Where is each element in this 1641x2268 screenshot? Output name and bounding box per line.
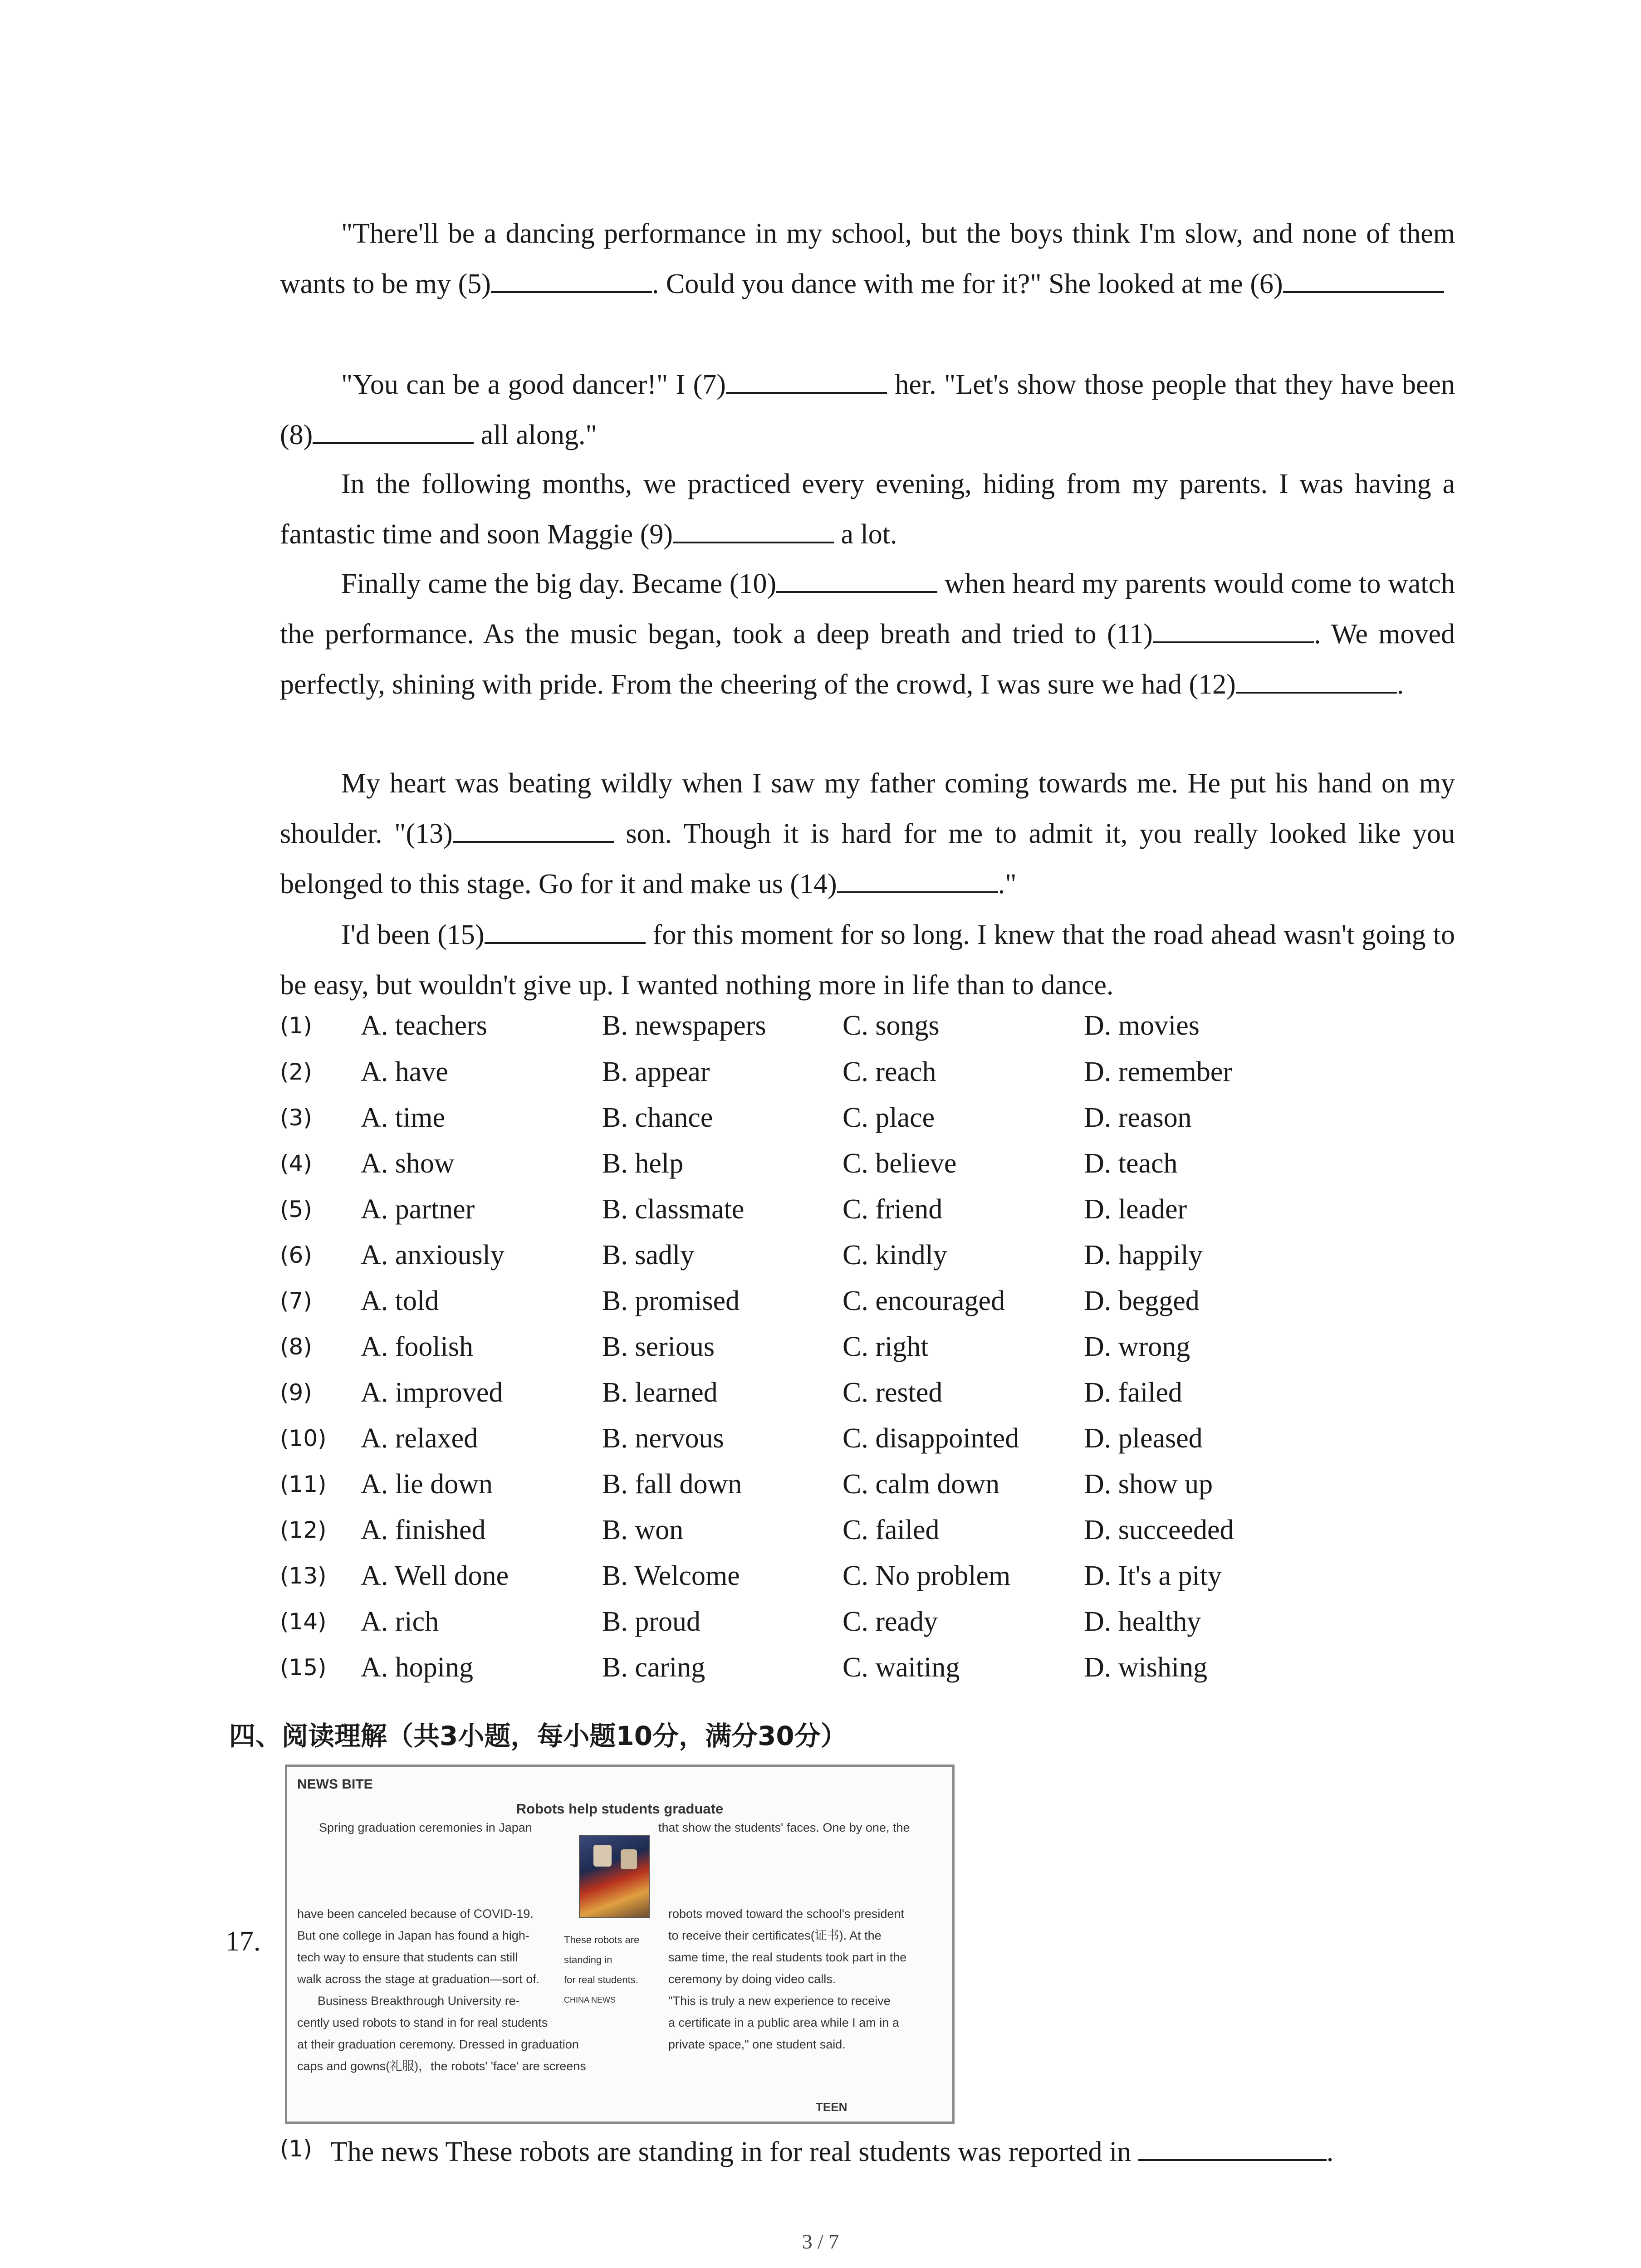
news-line: a certificate in a public area while I am in a (668, 2016, 899, 2029)
option-row (280, 1148, 1369, 1193)
option-c[interactable]: C. reach (843, 1056, 936, 1087)
option-d[interactable]: D. leader (1084, 1194, 1187, 1225)
question-number: (7) (280, 1288, 312, 1314)
option-row (280, 1652, 1369, 1697)
question-number: (15) (280, 1654, 327, 1681)
option-a[interactable]: A. rich (361, 1606, 439, 1637)
page-number: 3 / 7 (802, 2230, 839, 2253)
option-c[interactable]: C. kindly (843, 1240, 947, 1271)
caption-line: standing in (564, 1954, 612, 1965)
news-line: same time, the real students took part in the (668, 1950, 907, 1964)
option-a[interactable]: A. show (361, 1148, 455, 1179)
option-d[interactable]: D. teach (1084, 1148, 1178, 1179)
option-d[interactable]: D. healthy (1084, 1606, 1201, 1637)
passage-text: ." (998, 869, 1017, 899)
news-line: Spring graduation ceremonies in Japan (319, 1821, 532, 1834)
passage-paragraph-3 (280, 459, 1455, 560)
passage-text: In the following months, we practiced every evening, hiding from my parents. I was having a fantastic time and soon Maggie (9) (280, 469, 1455, 550)
option-row (280, 1193, 1369, 1239)
option-d[interactable]: D. remember (1084, 1056, 1233, 1087)
passage-text: I'd been (15) (341, 919, 485, 950)
option-d[interactable]: D. wishing (1084, 1652, 1208, 1683)
option-c[interactable]: C. waiting (843, 1652, 960, 1683)
sub-question-text: The news These robots are standing in for real students was reported in (330, 2136, 1138, 2167)
news-line: private space," one student said. (668, 2038, 846, 2051)
answer-blank-12[interactable] (1236, 660, 1397, 694)
option-row (280, 1102, 1369, 1147)
question-number: (4) (280, 1150, 312, 1177)
passage-text: . We moved perfectly, shining with pride. From the cheering of the crowd, I was sure we had (12) (280, 619, 1455, 700)
question-number: (14) (280, 1608, 327, 1635)
news-line: at their graduation ceremony. Dressed in graduation (297, 2038, 579, 2051)
option-b[interactable]: B. proud (602, 1606, 700, 1637)
caption-line: for real students. (564, 1974, 638, 1985)
option-row (280, 1606, 1369, 1651)
passage-paragraph-4 (280, 559, 1455, 710)
option-b[interactable]: B. help (602, 1148, 684, 1179)
passage-paragraph-5 (280, 758, 1455, 909)
option-a[interactable]: A. anxiously (361, 1240, 505, 1271)
option-row (280, 1010, 1369, 1055)
news-line: that show the students' faces. One by one, the (658, 1821, 910, 1834)
passage-text: her. "Let's show those people that they have been (8) (280, 369, 1455, 450)
question-17-sub-1 (280, 2127, 1333, 2168)
answer-blank-14[interactable] (837, 860, 998, 893)
option-a[interactable]: A. finished (361, 1515, 486, 1545)
option-d[interactable]: D. failed (1084, 1377, 1182, 1408)
answer-blank-9[interactable] (673, 510, 834, 543)
answer-blank-5[interactable] (491, 259, 652, 293)
option-c[interactable]: C. rested (843, 1377, 943, 1408)
caption-line: These robots are (564, 1934, 640, 1945)
news-line: "This is truly a new experience to receive (668, 1994, 891, 2008)
option-c[interactable]: C. songs (843, 1010, 940, 1041)
option-c[interactable]: C. No problem (843, 1560, 1011, 1591)
passage-text: "There'll be a dancing performance in my school, but the boys think I'm slow, and none of them wants to be my (5) (280, 218, 1455, 299)
option-d[interactable]: D. happily (1084, 1240, 1203, 1271)
passage-paragraph-1 (280, 209, 1455, 309)
passage-text: when heard my parents would come to watch the performance. As the music began, took a deep breath and tried to (11) (280, 568, 1455, 650)
news-line: caps and gowns(礼服)，the robots' 'face' are screens (297, 2059, 586, 2073)
option-row (280, 1331, 1369, 1376)
caption-line: CHINA NEWS (564, 1995, 616, 2004)
news-line: robots moved toward the school's president (668, 1907, 904, 1921)
option-a[interactable]: A. told (361, 1286, 439, 1316)
option-a[interactable]: A. teachers (361, 1010, 487, 1041)
passage-text: for this moment for so long. I knew that the road ahead wasn't going to be easy, but wouldn't give up. I wanted nothing more in life than to dance. (280, 919, 1455, 1001)
option-d[interactable]: D. movies (1084, 1010, 1200, 1041)
passage-text: Finally came the big day. Became (10) (341, 568, 777, 599)
option-c[interactable]: C. friend (843, 1194, 943, 1225)
passage-text: a lot. (834, 519, 897, 550)
question-17-number: 17. (225, 1926, 261, 1957)
option-d[interactable]: D. wrong (1084, 1331, 1190, 1362)
option-row (280, 1377, 1369, 1422)
answer-blank-10[interactable] (776, 559, 937, 593)
news-source-tag: TEEN (816, 2100, 847, 2114)
news-left-column (297, 1903, 586, 2077)
robot-screen (621, 1849, 637, 1869)
option-c[interactable]: C. believe (843, 1148, 957, 1179)
question-number: (8) (280, 1334, 312, 1360)
option-c[interactable]: C. ready (843, 1606, 938, 1637)
passage-paragraph-6 (280, 910, 1455, 1011)
option-c[interactable]: C. failed (843, 1515, 940, 1545)
news-tag: NEWS BITE (297, 1777, 373, 1792)
option-a[interactable]: A. Well done (361, 1560, 509, 1591)
sub-question-end: . (1326, 2136, 1334, 2167)
option-a[interactable]: A. relaxed (361, 1423, 478, 1454)
option-row (280, 1514, 1369, 1559)
passage-text: son. Though it is hard for me to admit it, you really looked like you belonged to this stage. Go for it and make us (14) (280, 818, 1455, 899)
news-clipping (285, 1765, 955, 2124)
news-line: cently used robots to stand in for real students (297, 2016, 548, 2029)
answer-blank-17-1[interactable] (1138, 2127, 1327, 2161)
option-c[interactable]: C. disappointed (843, 1423, 1019, 1454)
sub-question-number: (1) (280, 2136, 312, 2162)
news-line: Business Breakthrough University re- (297, 1994, 520, 2008)
option-d[interactable]: D. It's a pity (1084, 1560, 1222, 1591)
answer-blank-7[interactable] (726, 360, 887, 394)
answer-blank-6[interactable] (1283, 259, 1444, 293)
passage-text: all along." (474, 420, 597, 450)
news-headline: Robots help students graduate (516, 1801, 724, 1817)
news-line: have been canceled because of COVID-19. (297, 1907, 534, 1921)
question-number: (3) (280, 1105, 312, 1131)
option-b[interactable]: B. caring (602, 1652, 705, 1683)
option-b[interactable]: B. chance (602, 1102, 713, 1133)
option-b[interactable]: B. nervous (602, 1423, 724, 1454)
option-row (280, 1239, 1369, 1285)
option-d[interactable]: D. pleased (1084, 1423, 1203, 1454)
option-a[interactable]: A. foolish (361, 1331, 473, 1362)
news-left-top (319, 1817, 532, 1838)
option-a[interactable]: A. hoping (361, 1652, 473, 1683)
option-b[interactable]: B. appear (602, 1056, 710, 1087)
passage-text: . Could you dance with me for it?" She looked at me (6) (652, 269, 1283, 299)
news-right-column (668, 1903, 906, 2055)
option-d[interactable]: D. begged (1084, 1286, 1200, 1316)
option-row (280, 1468, 1369, 1514)
robot-screen (593, 1845, 612, 1867)
option-row (280, 1285, 1369, 1330)
option-c[interactable]: C. place (843, 1102, 935, 1133)
option-d[interactable]: D. reason (1084, 1102, 1192, 1133)
robot-photo (579, 1835, 650, 1918)
option-row (280, 1560, 1369, 1605)
option-c[interactable]: C. calm down (843, 1469, 1000, 1500)
section-heading: 四、阅读理解（共3小题，每小题10分，满分30分） (229, 1721, 847, 1751)
option-a[interactable]: A. have (361, 1056, 448, 1087)
option-row (280, 1056, 1369, 1101)
question-number: (6) (280, 1242, 312, 1268)
question-number: (11) (280, 1471, 327, 1497)
option-b[interactable]: B. serious (602, 1331, 715, 1362)
option-row (280, 1422, 1369, 1468)
news-line: But one college in Japan has found a high- (297, 1929, 529, 1942)
answer-blank-11[interactable] (1153, 610, 1314, 643)
answer-blank-13[interactable] (453, 809, 614, 843)
option-b[interactable]: B. Welcome (602, 1560, 740, 1591)
question-number: (2) (280, 1059, 312, 1085)
question-number: (9) (280, 1379, 312, 1406)
passage-text: . (1396, 669, 1404, 700)
option-b[interactable]: B. learned (602, 1377, 718, 1408)
passage-text: My heart was beating wildly when I saw my father coming towards me. He put his hand on my shoulder. "(13) (280, 768, 1455, 849)
passage-text: "You can be a good dancer!" I (7) (341, 369, 726, 400)
question-number: (1) (280, 1012, 312, 1039)
photo-caption (564, 1930, 639, 2010)
option-d[interactable]: D. succeeded (1084, 1515, 1234, 1545)
question-number: (10) (280, 1425, 327, 1452)
option-b[interactable]: B. newspapers (602, 1010, 766, 1041)
news-line: walk across the stage at graduation—sort of. (297, 1972, 540, 1986)
option-c[interactable]: C. right (843, 1331, 929, 1362)
news-right-top (658, 1817, 910, 1838)
option-c[interactable]: C. encouraged (843, 1286, 1005, 1316)
option-b[interactable]: B. classmate (602, 1194, 745, 1225)
answer-blank-8[interactable] (313, 411, 474, 444)
option-b[interactable]: B. fall down (602, 1469, 742, 1500)
passage-paragraph-2 (280, 360, 1455, 460)
question-number: (12) (280, 1517, 327, 1543)
news-line: ceremony by doing video calls. (668, 1972, 836, 1986)
option-a[interactable]: A. lie down (361, 1469, 493, 1500)
option-b[interactable]: B. promised (602, 1286, 740, 1316)
option-b[interactable]: B. sadly (602, 1240, 695, 1271)
question-number: (13) (280, 1563, 327, 1589)
question-number: (5) (280, 1196, 312, 1222)
answer-blank-15[interactable] (485, 910, 646, 944)
option-a[interactable]: A. time (361, 1102, 445, 1133)
option-a[interactable]: A. partner (361, 1194, 475, 1225)
option-b[interactable]: B. won (602, 1515, 684, 1545)
news-line: tech way to ensure that students can still (297, 1950, 518, 1964)
option-a[interactable]: A. improved (361, 1377, 503, 1408)
news-line: to receive their certificates(证书). At the (668, 1929, 882, 1942)
option-d[interactable]: D. show up (1084, 1469, 1213, 1500)
